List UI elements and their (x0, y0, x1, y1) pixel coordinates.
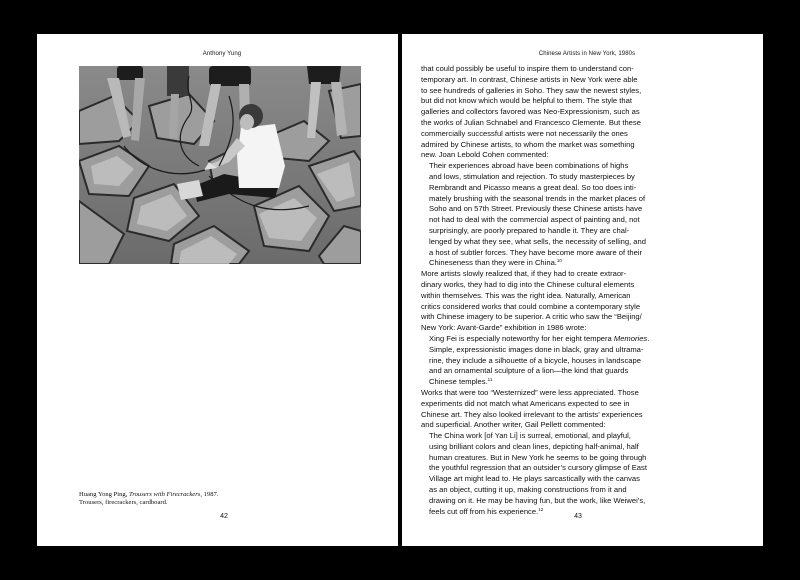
text-line (421, 410, 729, 421)
caption-year: , 1987. (200, 491, 219, 498)
line-text: the youthful regression that an outsider’s cursory glimpse of East (429, 463, 647, 473)
footnote-ref: 12 (538, 506, 544, 512)
line-text: critics considered works that could combine a contemporary style (421, 301, 641, 311)
text-line (421, 399, 729, 410)
italic-title: Memories (613, 333, 648, 343)
line-text-after: . (647, 333, 650, 343)
line-text: The China work [of Yan Li] is surreal, emotional, and playful, (429, 431, 631, 441)
line-text: Xing Fei is especially noteworthy for her eight tempera (429, 333, 614, 343)
body-text (421, 64, 729, 517)
line-text: Simple, expressionistic images done in black, gray and ultrama- (429, 344, 644, 354)
line-text: experiments did not match what Americans expected to see in (421, 398, 630, 408)
text-line (421, 118, 729, 129)
quote-line (429, 431, 729, 442)
quote-line (429, 258, 729, 269)
line-text: surprisingly, are poorly prepared to handle it. They are chal- (429, 225, 630, 235)
quote-line (429, 172, 729, 183)
quote-line (429, 377, 729, 388)
quote-line (429, 161, 729, 172)
text-line (421, 107, 729, 118)
footnote-ref: 11 (487, 377, 493, 383)
line-text: but did not know which would be helpful to them. The style that (421, 96, 632, 106)
line-text: lenged by what they see, what sells, the necessity of selling, and (429, 236, 646, 246)
photo-illustration (79, 66, 361, 264)
line-text: dinary works, they had to dig into the Chinese cultural elements (421, 279, 635, 289)
right-page (402, 34, 763, 546)
quote-line (429, 485, 729, 496)
line-text: Rembrandt and Picasso means a great deal. So too does inti- (429, 182, 637, 192)
text-line (421, 323, 729, 334)
text-line (421, 150, 729, 161)
footnote-ref: 10 (556, 258, 562, 264)
quote-line (429, 356, 729, 367)
line-text: with Chinese imagery to be superior. A critic who saw the “Beijing/ (421, 312, 642, 322)
line-text: Chinese temples. (429, 377, 488, 387)
quote-line (429, 496, 729, 507)
caption-artist: Huang Yong Ping, (79, 491, 130, 498)
line-text: Chineseness than they were in China. (429, 258, 557, 268)
text-line (421, 140, 729, 151)
line-text: using brilliant colors and clean lines, depicting half-animal, half (429, 441, 639, 451)
line-text: to see hundreds of galleries in Soho. They saw the newest styles, (421, 85, 642, 95)
line-text: drawing on it. He may be having fun, but the work, like Weiwei’s, (429, 495, 646, 505)
text-line (421, 86, 729, 97)
line-text: new. Joan Lebold Cohen commented: (421, 150, 549, 160)
line-text: and superficial. Another writer, Gail Pellett commented: (421, 420, 606, 430)
quote-line (429, 237, 729, 248)
line-text: the works of Julian Schnabel and Francesco Clemente. But these (421, 117, 641, 127)
line-text: Village art might lead to. He plays sarcastically with the canvas (429, 474, 640, 484)
line-text: and lows, stimulation and rejection. To study masterpieces by (429, 171, 635, 181)
quote-line (429, 453, 729, 464)
text-line (421, 269, 729, 280)
quote-line (429, 204, 729, 215)
quote-line (429, 226, 729, 237)
line-text: within themselves. This was the right idea. Naturally, American (421, 290, 631, 300)
line-text: feels cut off from his experience. (429, 506, 539, 516)
line-text: human creatures. But in New York he seems to be going through (429, 452, 647, 462)
text-line (421, 302, 729, 313)
line-text: as an object, cutting it up, making constructions from it and (429, 485, 627, 495)
text-line (421, 291, 729, 302)
line-text: mately brushing with the seasonal trends in the market places of (429, 193, 646, 203)
photo-caption (79, 491, 319, 508)
text-line (421, 96, 729, 107)
line-text: Works that were too “Westernized” were less appreciated. Those (421, 387, 639, 397)
line-text: not had to deal with the commercial aspect of painting and, not (429, 215, 640, 225)
quote-line (429, 248, 729, 259)
quote-line (429, 442, 729, 453)
line-text: More artists slowly realized that, if they had to create extraor- (421, 269, 627, 279)
quote-line (429, 194, 729, 205)
line-text: rine, they include a silhouette of a bicycle, houses in landscape (429, 355, 641, 365)
line-text: admired by Chinese artists, to whom the market was something (421, 139, 635, 149)
line-text: New York: Avant-Garde” exhibition in 1986 wrote: (421, 323, 587, 333)
line-text: commercially successful artists were not necessarily the ones (421, 128, 628, 138)
page-number-right: 43 (574, 513, 582, 520)
text-line (421, 129, 729, 140)
text-line (421, 64, 729, 75)
running-head-left: Anthony Yung (202, 51, 242, 57)
line-text: galleries and collectors favored was Neo-Expressionism, such as (421, 107, 640, 117)
quote-line (429, 334, 729, 345)
line-text: Soho and on 57th Street. Previously these Chinese artists have (429, 204, 643, 214)
text-line (421, 280, 729, 291)
line-text: Chinese art. They also looked irrelevant to the artists’ experiences (421, 409, 643, 419)
quote-line (429, 183, 729, 194)
line-text: that could possibly be useful to inspire them to understand con- (421, 64, 634, 73)
line-text: temporary art. In contrast, Chinese artists in New York were able (421, 74, 638, 84)
text-line (421, 312, 729, 323)
quote-line (429, 463, 729, 474)
quote-line (429, 215, 729, 226)
text-line (421, 75, 729, 86)
running-head-right: Chinese Artists in New York, 1980s (538, 51, 636, 57)
caption-title: Trousers with Firecrackers (129, 491, 201, 498)
text-line (421, 388, 729, 399)
quote-line (429, 345, 729, 356)
caption-materials: Trousers, firecrackers, cardboard. (79, 499, 168, 507)
photo-trousers-with-firecrackers (79, 66, 361, 264)
line-text: a host of subtler forces. They have become more aware of their (429, 247, 643, 257)
line-text: Their experiences abroad have been combinations of highs (429, 161, 629, 171)
quote-line (429, 366, 729, 377)
left-page (37, 34, 398, 546)
page-number-left: 42 (220, 513, 228, 520)
line-text: and an ornamental sculpture of a lion—the kind that guards (429, 366, 629, 376)
quote-line (429, 474, 729, 485)
text-line (421, 420, 729, 431)
